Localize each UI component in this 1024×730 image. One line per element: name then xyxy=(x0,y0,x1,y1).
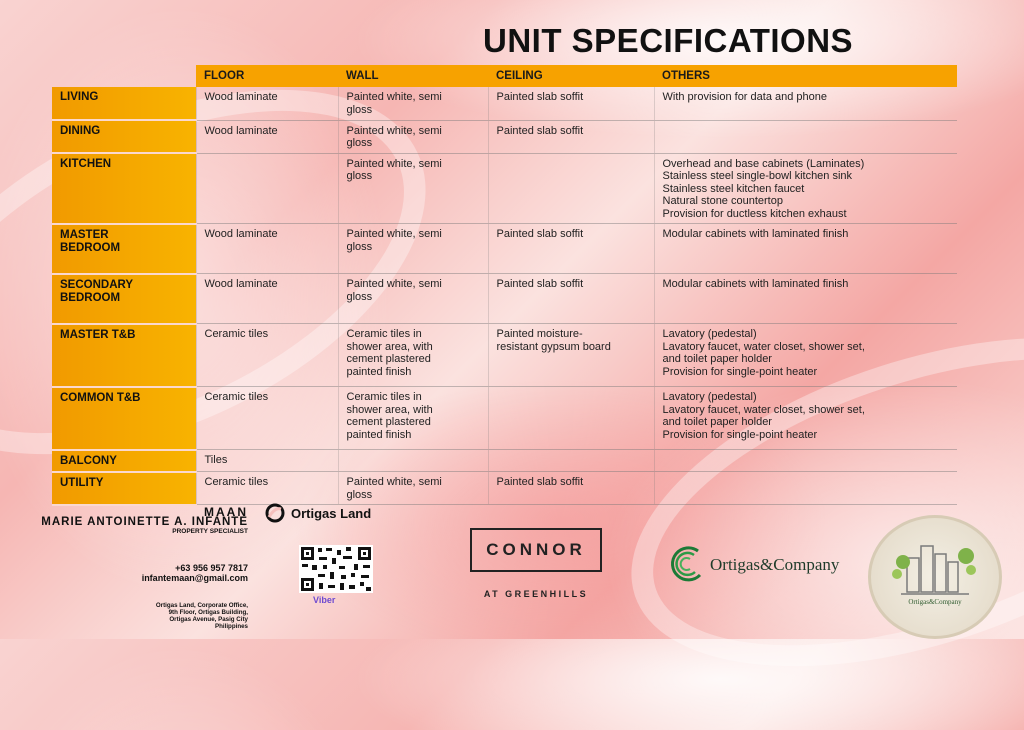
ceiling-cell xyxy=(488,324,654,387)
spec-table-body xyxy=(52,87,957,505)
floor-cell xyxy=(196,224,338,274)
cell-text: Provision for single-point heater xyxy=(662,365,818,378)
floor-cell xyxy=(196,274,338,324)
cell-text: SECONDARY xyxy=(60,278,134,291)
cell-text: Painted white, semi xyxy=(346,157,442,170)
cell-text: Lavatory (pedestal) xyxy=(662,328,757,340)
table-row xyxy=(52,387,957,450)
cell-text: painted finish xyxy=(346,365,412,378)
wall-cell xyxy=(338,120,488,153)
cell-text: Painted slab soffit xyxy=(496,278,584,290)
agent-address xyxy=(156,602,248,630)
column-header: CEILING xyxy=(488,65,654,87)
wall-cell xyxy=(338,472,488,505)
column-header: WALL xyxy=(338,65,488,87)
cell-text: BEDROOM xyxy=(60,291,121,304)
cell-text: Overhead and base cabinets (Laminates) xyxy=(662,157,865,170)
cell-text: MASTER xyxy=(60,228,109,241)
ceiling-cell xyxy=(488,274,654,324)
cell-text: gloss xyxy=(346,170,373,182)
wall-cell xyxy=(338,450,488,472)
cell-text: Wood laminate xyxy=(204,91,278,103)
cell-text: Ceramic tiles xyxy=(204,476,269,488)
connor-subtitle: AT GREENHILLS xyxy=(483,589,589,599)
floor-cell xyxy=(196,387,338,450)
column-header: OTHERS xyxy=(654,65,957,87)
cell-text: MASTER T&B xyxy=(60,328,136,341)
agent-phone: +63 956 957 7817 xyxy=(175,563,248,573)
page-title: UNIT SPECIFICATIONS xyxy=(483,22,854,59)
others-cell xyxy=(654,153,957,224)
floor-cell xyxy=(196,120,338,153)
cell-text: Stainless steel single-bowl kitchen sink xyxy=(662,170,853,182)
others-cell xyxy=(654,324,957,387)
cell-text: Tiles xyxy=(204,454,228,466)
qr-code-icon xyxy=(299,545,373,593)
cell-text: cement plastered xyxy=(346,416,431,428)
table-row xyxy=(52,274,957,324)
ceiling-cell xyxy=(488,120,654,153)
cell-text: KITCHEN xyxy=(60,158,112,170)
cell-text: Provision for single-point heater xyxy=(662,428,818,441)
cell-text: With provision for data and phone xyxy=(662,91,827,103)
room-label-cell xyxy=(52,87,196,120)
cell-text: Ceramic tiles xyxy=(204,328,269,340)
buildings-tree-icon xyxy=(871,518,999,636)
wall-cell xyxy=(338,87,488,120)
cell-text: Ceramic tiles in xyxy=(346,328,422,340)
table-row xyxy=(52,120,957,153)
room-label-cell xyxy=(52,224,196,274)
cell-text: Lavatory (pedestal) xyxy=(662,391,757,403)
cell-text: gloss xyxy=(346,137,373,149)
table-row xyxy=(52,224,957,274)
table-row xyxy=(52,87,957,120)
cell-text: painted finish xyxy=(346,428,412,441)
wall-cell xyxy=(338,387,488,450)
address-line: Philippines xyxy=(214,623,248,630)
room-label-cell xyxy=(52,153,196,224)
cell-text: Painted white, semi xyxy=(346,91,442,103)
others-cell xyxy=(654,224,957,274)
others-cell xyxy=(654,450,957,472)
floor-cell xyxy=(196,324,338,387)
cell-text: Painted white, semi xyxy=(346,228,442,240)
ceiling-cell xyxy=(488,153,654,224)
agent-name: MARIE ANTOINETTE A. INFANTE xyxy=(41,516,248,528)
viber-label: Viber xyxy=(313,595,336,605)
table-header-row xyxy=(52,65,957,87)
ortigas-company-logo xyxy=(668,545,839,585)
floor-cell xyxy=(196,472,338,505)
others-cell xyxy=(654,274,957,324)
agent-email: infantemaan@gmail.com xyxy=(141,573,248,583)
room-label-cell xyxy=(52,324,196,387)
agent-nickname: MAAN xyxy=(204,505,248,519)
cell-text: shower area, with xyxy=(346,403,433,416)
cell-text: Ceramic tiles in xyxy=(346,391,422,403)
badge-label: Ortigas&Company xyxy=(908,598,962,606)
ortigas-company-badge xyxy=(868,515,1002,639)
cell-text: gloss xyxy=(346,240,373,253)
wall-cell xyxy=(338,274,488,324)
wall-cell xyxy=(338,224,488,274)
cell-text: COMMON T&B xyxy=(60,391,141,404)
cell-text: Natural stone countertop xyxy=(662,195,783,207)
others-cell xyxy=(654,87,957,120)
cell-text: Painted slab soffit xyxy=(496,476,584,488)
ortigas-land-logo xyxy=(265,503,371,523)
ortigas-land-label: Ortigas Land xyxy=(291,505,372,521)
ortigas-company-mark-icon xyxy=(668,545,706,585)
cell-text: Painted slab soffit xyxy=(496,228,584,240)
table-row xyxy=(52,450,957,472)
cell-text: shower area, with xyxy=(346,340,433,353)
cell-text: Wood laminate xyxy=(204,278,278,290)
floor-cell xyxy=(196,450,338,472)
room-label-cell xyxy=(52,274,196,324)
cell-text: Stainless steel kitchen faucet xyxy=(662,182,805,195)
agent-role: PROPERTY SPECIALIST xyxy=(172,528,248,535)
address-line: 9th Floor, Ortigas Building, xyxy=(168,609,248,616)
cell-text: and toilet paper holder xyxy=(662,416,772,428)
floor-cell xyxy=(196,87,338,120)
cell-text: Painted white, semi xyxy=(346,124,442,137)
address-line: Ortigas Land, Corporate Office, xyxy=(155,602,248,609)
cell-text: DINING xyxy=(60,125,101,137)
cell-text: BALCONY xyxy=(60,454,117,467)
ceiling-cell xyxy=(488,224,654,274)
room-label-cell xyxy=(52,387,196,450)
wall-cell xyxy=(338,153,488,224)
cell-text: Painted moisture- xyxy=(496,328,583,340)
cell-text: Wood laminate xyxy=(204,124,278,137)
cell-text: gloss xyxy=(346,290,373,303)
cell-text: Modular cabinets with laminated finish xyxy=(662,278,849,290)
cell-text: Provision for ductless kitchen exhaust xyxy=(662,207,847,220)
cell-text: Modular cabinets with laminated finish xyxy=(662,228,849,240)
ceiling-cell xyxy=(488,387,654,450)
spec-table xyxy=(52,65,957,506)
cell-text: BEDROOM xyxy=(60,241,121,254)
others-cell xyxy=(654,387,957,450)
cell-text: and toilet paper holder xyxy=(662,353,772,365)
cell-text: LIVING xyxy=(60,91,99,103)
cell-text: Ceramic tiles xyxy=(204,391,269,403)
room-label-cell xyxy=(52,472,196,505)
cell-text: UTILITY xyxy=(60,476,104,489)
cell-text: resistant gypsum board xyxy=(496,340,611,353)
cell-text: gloss xyxy=(346,103,373,116)
ceiling-cell xyxy=(488,472,654,505)
table-row xyxy=(52,153,957,224)
others-cell xyxy=(654,472,957,505)
column-header: FLOOR xyxy=(196,65,338,87)
header-blank xyxy=(52,65,196,87)
cell-text: Painted white, semi xyxy=(346,278,442,290)
others-cell xyxy=(654,120,957,153)
cell-text: Lavatory faucet, water closet, shower set, xyxy=(662,403,865,416)
table-row xyxy=(52,472,957,505)
cell-text: Wood laminate xyxy=(204,228,278,240)
cell-text: Painted slab soffit xyxy=(496,91,584,103)
connor-logo: CONNOR xyxy=(470,528,602,572)
floor-cell xyxy=(196,153,338,224)
cell-text: Painted white, semi xyxy=(346,476,442,488)
cell-text: Painted slab soffit xyxy=(496,124,584,137)
wall-cell xyxy=(338,324,488,387)
cell-text: gloss xyxy=(346,488,373,501)
ortigas-land-mark-icon xyxy=(265,503,285,523)
address-line: Ortigas Avenue, Pasig City xyxy=(169,616,248,623)
room-label-cell xyxy=(52,450,196,472)
ceiling-cell xyxy=(488,450,654,472)
cell-text: cement plastered xyxy=(346,353,431,365)
room-label-cell xyxy=(52,120,196,153)
cell-text: Lavatory faucet, water closet, shower set, xyxy=(662,340,865,353)
ceiling-cell xyxy=(488,87,654,120)
ortigas-company-label: Ortigas&Company xyxy=(710,555,840,574)
table-row xyxy=(52,324,957,387)
